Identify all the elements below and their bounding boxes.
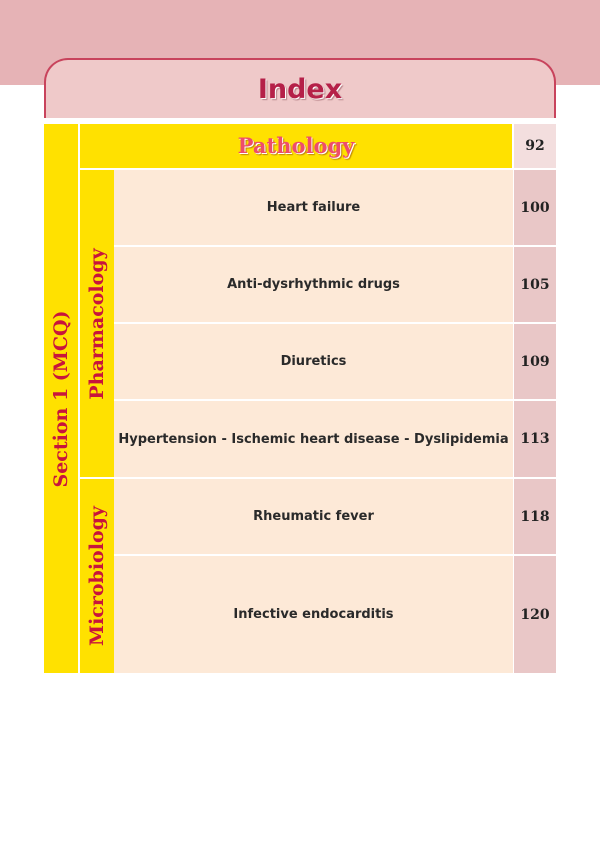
page-number: 113 [514,401,556,477]
index-entry[interactable]: Heart failure [114,170,513,245]
subject-label-pharmacology: Pharmacology [86,247,108,400]
subject-label-microbiology: Microbiology [86,506,108,646]
page-number-pathology: 92 [514,124,556,168]
pathology-label: Pathology [237,133,355,158]
page-number: 100 [514,170,556,245]
section-label: Section 1 (MCQ) [50,310,72,487]
page-number: 118 [514,479,556,554]
index-entry[interactable]: Hypertension - Ischemic heart disease - Dyslipidemia [114,401,513,477]
index-entry[interactable]: Infective endocarditis [114,556,513,673]
subject-strip-microbiology [80,479,114,673]
page-number: 109 [514,324,556,399]
pathology-heading[interactable] [80,124,512,168]
subject-strip-pharmacology [80,170,114,477]
title-tab [44,58,556,118]
section-strip [44,124,78,673]
index-entry[interactable]: Anti-dysrhythmic drugs [114,247,513,322]
page-number: 120 [514,556,556,673]
index-entry[interactable]: Diuretics [114,324,513,399]
page-title: Index [257,74,343,105]
index-entry[interactable]: Rheumatic fever [114,479,513,554]
page-number: 105 [514,247,556,322]
